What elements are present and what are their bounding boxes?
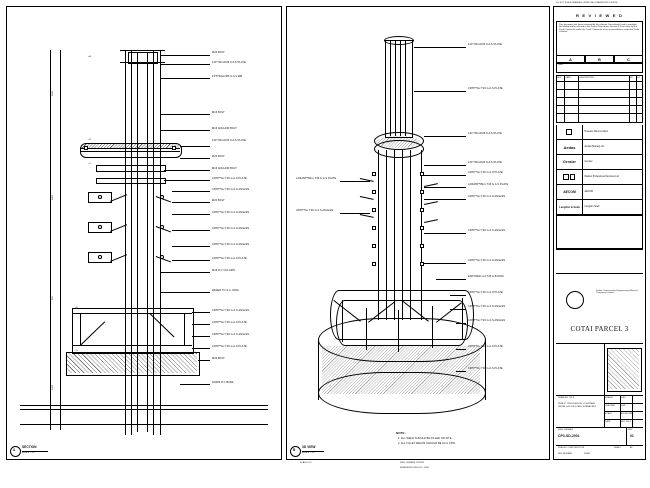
callout-label: CRTP*5xx T46 G.A.S PLATE — [468, 345, 503, 348]
callout-label: CRTP*5xx T46 G.A.S ANGLES — [468, 229, 506, 232]
company-name: AECOM — [584, 190, 593, 193]
rev-col-desc: DESCRIPTION — [579, 76, 594, 79]
callout-label: CRTP*5xx T46 G.A.S ANGLES — [468, 319, 506, 322]
reference-label: REF. NUMBER — [558, 453, 573, 455]
elevation-mark: +A — [88, 56, 91, 58]
sheet-label: SHEET — [614, 447, 621, 449]
callout-label: CRTP*5xx T46 G.A.S PLATE — [212, 177, 247, 180]
do-not-scale-note: DO NOT SCALE DRAWING. VERIFY ALL DIMENSIONS ON SITE — [556, 1, 618, 4]
callout-label: 140 *90xx1M6 S.A.S PLATE — [212, 61, 246, 64]
callout-label: CRTP*5xx T46 G.A.S PLATE — [468, 367, 503, 370]
rev-number: 01 — [630, 434, 634, 438]
sheet-scale-note: SCALE 1:20 — [300, 462, 312, 464]
reviewed-header: R E V I E W E D — [575, 13, 624, 18]
subcontractor-name: Fedex Construction Engineering (Macau) Company Limited — [596, 290, 638, 295]
callout-label: REFER TO G.A. DWG — [212, 289, 239, 292]
stamp-date-field: Date : — [556, 63, 643, 73]
section-base-frame — [72, 308, 194, 354]
callout-label: CRTP*5xx T46 G.A.S ANGLES — [468, 305, 506, 308]
section-plate-mid — [96, 165, 166, 172]
callout-label: 140 *90xx1M6 S.A.S PLATE — [212, 139, 246, 142]
field-value-checked: LMF — [621, 405, 626, 407]
callout-label: CRTP*5xx T46 G.A.S ANGLES — [212, 243, 250, 246]
company-name: Hoseton Direct Limited — [584, 130, 608, 133]
rev-col-ck: CK — [637, 76, 640, 79]
drawing-title-label: DRAWING TITLE — [558, 397, 575, 399]
view-tag-letter: A — [13, 447, 16, 452]
sheet-value: A1 — [630, 447, 633, 449]
field-label-checked: CHECKED — [605, 405, 616, 407]
company-name: Gensler — [584, 160, 593, 163]
rev-col-rev: REV — [557, 76, 562, 79]
view-scale: SCALE 1:20 — [302, 452, 315, 454]
elevation-mark: +B — [88, 139, 91, 141]
section-view-tag — [10, 446, 21, 457]
callout-label: L20H/5P*5Mxx T46 G.A.S PLATE — [468, 183, 509, 186]
callout-label: EXPOSED xx4 T46 G.B.DWG — [468, 275, 504, 278]
callout-label: CRTP*5xx T46 G.A.S ANGLES — [212, 333, 250, 336]
callout-label: 420M3 R.C BASE — [212, 381, 234, 384]
company-logo — [557, 125, 583, 139]
dwg-number-label: DWG. NUMBER — [558, 429, 574, 431]
company-logo: Aedas — [557, 140, 583, 154]
revision-table — [556, 75, 643, 123]
callout-label: CRTP*5xx T46 G.A.S PLATE — [468, 291, 503, 294]
company-logo — [557, 170, 583, 184]
company-name: Langdon Seah — [584, 205, 600, 208]
field-value-scale: AS SHOWN — [621, 413, 633, 415]
callout-label: CRTP*5xx T46 G.A.S ANGLES — [212, 188, 250, 191]
dwg-bottom-note-2: REFERENCE DWG N.O. DWG. — [400, 467, 430, 469]
callout-label: CRTP*5xx T46 G.A.S PLATE — [212, 257, 247, 260]
view-tag-letter: B — [293, 447, 296, 452]
callout-label: CRTP*5xx T46 G.A.S ANGLES — [468, 195, 506, 198]
company-logo: AECOM — [557, 185, 583, 199]
callout-label: M16 BOLT — [212, 111, 225, 114]
callout-label: CRTP*5xx T46 G.A.S ANGLES — [212, 211, 250, 214]
status-a[interactable]: A — [556, 55, 585, 63]
callout-label: CRTP*5xx T46 G.A.S ANGLES — [468, 259, 506, 262]
company-row-services — [556, 170, 643, 185]
reference-value: STEEL — [584, 453, 591, 455]
company-logo: Langdon & Seah — [557, 200, 583, 214]
elevation-mark: +E — [75, 350, 78, 352]
project-name: COTAI PARCEL 3 — [570, 325, 629, 333]
pedestal-hatch — [322, 346, 480, 394]
callout-label: M16 ANCHOR BOLT — [212, 167, 237, 170]
callout-label: 13*5*90xx1M6 S.A.S WB — [212, 75, 243, 78]
dwg-bottom-note: DWG. NUMBER CP3/SW — [400, 462, 424, 464]
company-logo: Gensler — [557, 155, 583, 169]
callout-label: CRTP*5xx T46 G.A.S ANGLES — [296, 209, 334, 212]
section-plate-mid2 — [96, 178, 166, 184]
title-block — [553, 6, 646, 460]
foundation-hatch — [67, 353, 197, 373]
iso-top-cap — [384, 36, 414, 45]
status-label: PRELIM / CONSTRUCTION — [558, 447, 585, 449]
field-label-date: DATE — [605, 421, 611, 423]
stamp-text: This document has been reviewed by the relevant Consultant(s) and is provided. No liability and/or referred to the Project Procedures Section 5.4 for action by the Trade Contractor under the Trade Contractor of his responsibilities under the Trade Contract. — [559, 23, 640, 34]
status-b[interactable]: B — [585, 55, 614, 63]
company-row-qs — [556, 200, 643, 215]
review-status-row — [556, 55, 643, 63]
callout-label: CRTP*5xx T46 G.A.S ANGLES — [212, 227, 250, 230]
elevation-mark: +C — [88, 163, 91, 165]
callout-label: 140 *90xx1M6 S.A.S PLATE — [468, 161, 502, 164]
field-value-drawn: ZWX — [621, 397, 626, 399]
note-line: 2. ALL FILLET WELDS SHOULD BE 6mm CFW. — [398, 442, 456, 445]
callout-label: CRTP*5xx T46 G.A.S ANGLES — [212, 309, 250, 312]
company-row-architect — [556, 140, 643, 155]
field-label-scale: SCALE — [605, 413, 612, 415]
subcontractor-block — [556, 215, 643, 249]
rev-label: REV — [628, 429, 633, 431]
rev-col-date: DATE — [565, 76, 571, 79]
dimension-label: 950 — [52, 296, 54, 300]
iso-view-tag — [290, 446, 301, 457]
dimension-label: 1250 — [52, 384, 54, 390]
view-title: 3D VIEW — [302, 445, 316, 449]
callout-label: 140 *90xx1M6 S.A.S PLATE — [468, 132, 502, 135]
callout-label: 140 *90xx1M6 S.A.S PLATE — [468, 43, 502, 46]
key-plan-frame — [607, 348, 642, 392]
notes-title: NOTE : — [396, 431, 407, 435]
note-line: 1. ALL WELD SHOULD BE FILLED ON SITE. — [398, 437, 453, 440]
company-row-main-contractor — [556, 125, 643, 140]
field-value-date: DEC 2014 — [621, 421, 631, 423]
dwg-number: CP3-SD-2001 — [558, 434, 580, 438]
callout-label: CRTP*5xx T46 G.A.S PLATE — [212, 345, 247, 348]
callout-label: M20 BOLT — [212, 155, 225, 158]
company-name: Aedas (Macau) Ltd. — [584, 145, 605, 148]
soil-fill — [20, 410, 268, 422]
rev-col-by: BY — [630, 76, 633, 79]
callout-label: L20H/5P*5Mxx T46 G.A.S PLATE — [296, 177, 337, 180]
view-title: SECTION — [22, 445, 37, 449]
callout-label: CRTP*5xx T46 G.A.S PLATE — [468, 87, 503, 90]
view-scale: SCALE 1:20 — [22, 452, 35, 454]
callout-label: CRTP*5xx T46 G.A.S PLATE — [212, 321, 247, 324]
callout-label: M20 BOLT — [212, 51, 225, 54]
callout-label: M18 R.C COLUMN — [212, 269, 235, 272]
drawing-title: PUBLIC CIRCULATION, FOUNTAIN DETAIL 04 FOR STEEL SURFACING — [558, 403, 596, 408]
company-name: Wanlex Professional Services Ltd. — [584, 175, 620, 178]
company-row-aecom — [556, 185, 643, 200]
callout-label: M16 ANCHOR BOLT — [212, 127, 237, 130]
field-label-drawn: DRAWN — [605, 397, 613, 399]
dimension-label: 1800 — [52, 194, 54, 200]
callout-label: M20 BOLT — [212, 199, 225, 202]
status-c[interactable]: C — [614, 55, 643, 63]
company-row-designer — [556, 155, 643, 170]
elevation-mark: +D — [75, 307, 78, 309]
dimension-label: 2500 — [52, 90, 54, 96]
callout-label: M20 BOLT — [212, 357, 225, 360]
callout-label: CRTP*5xx T46 G.A.S PLATE — [468, 171, 503, 174]
